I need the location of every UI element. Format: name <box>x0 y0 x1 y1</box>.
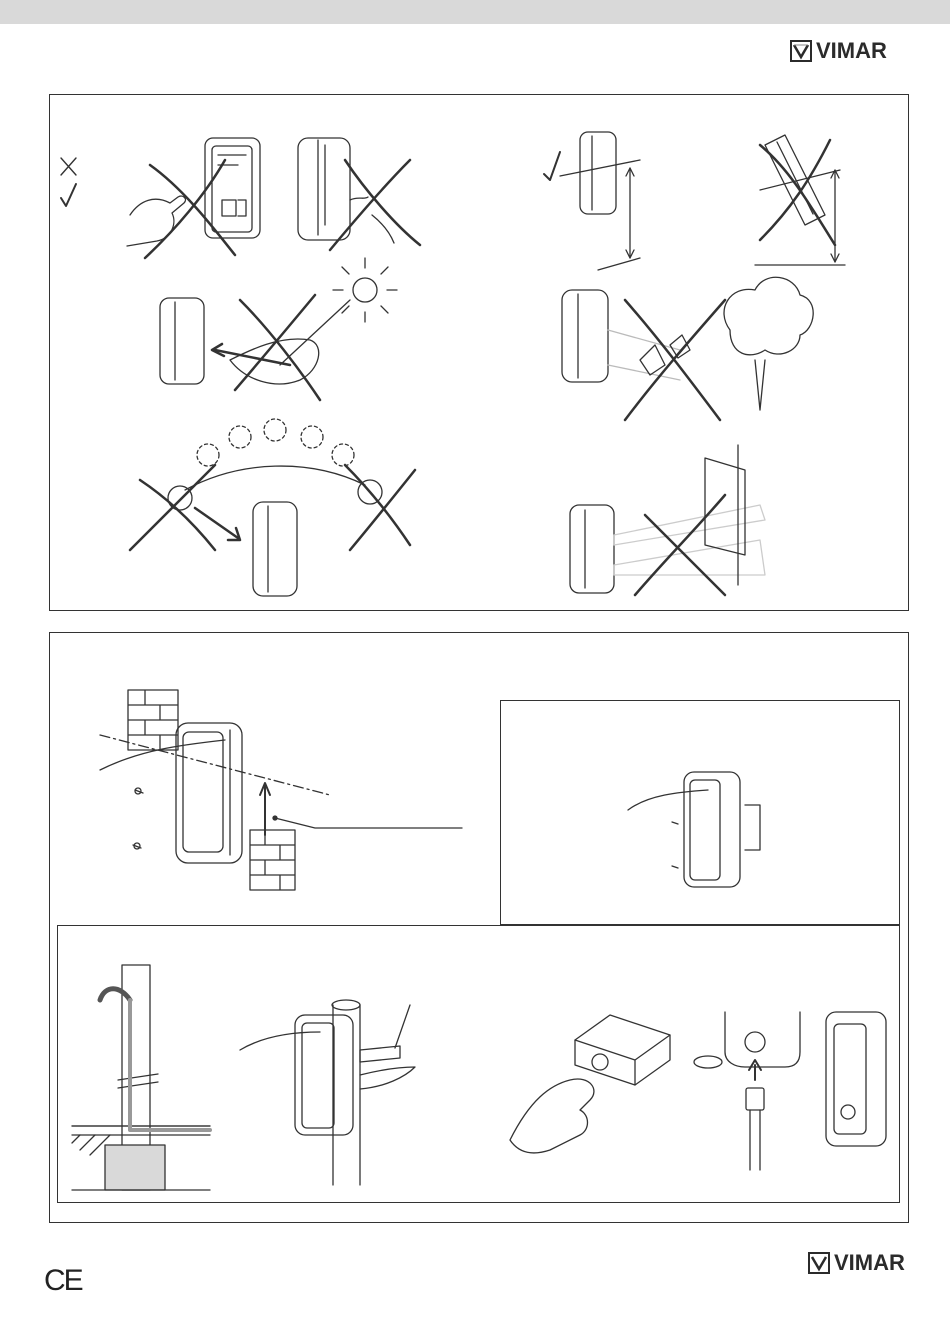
cable-gland-step3-illustration <box>826 1012 886 1146</box>
ce-mark: CE <box>44 1264 82 1297</box>
tilted-height-wrong-illustration <box>755 135 845 265</box>
detector-open-touch-illustration <box>127 138 260 258</box>
vimar-logo-bottom <box>808 1250 905 1276</box>
correct-height-illustration <box>544 132 640 270</box>
pole-mounting-illustration <box>240 1000 415 1185</box>
legend-wrong-icon <box>61 158 76 175</box>
wall-mounting-illustration <box>100 690 462 890</box>
post-cable-illustration <box>72 965 210 1190</box>
vimar-logo-text: VIMAR <box>834 1250 905 1275</box>
sun-reflection-illustration <box>160 258 397 400</box>
legend-check-icon <box>61 184 76 206</box>
detector-closed-touch-illustration <box>298 138 420 250</box>
cable-gland-step1-illustration <box>510 1015 670 1153</box>
tree-motion-wrong-illustration <box>562 277 813 420</box>
sun-path-illustration <box>130 419 415 596</box>
mounting-distance-illustration <box>628 772 760 887</box>
vimar-logo-text: VIMAR <box>816 38 887 63</box>
vimar-logo-mark-icon <box>808 1252 830 1274</box>
cable-gland-step2-illustration <box>694 1012 800 1170</box>
wall-obstacle-illustration <box>570 445 765 595</box>
